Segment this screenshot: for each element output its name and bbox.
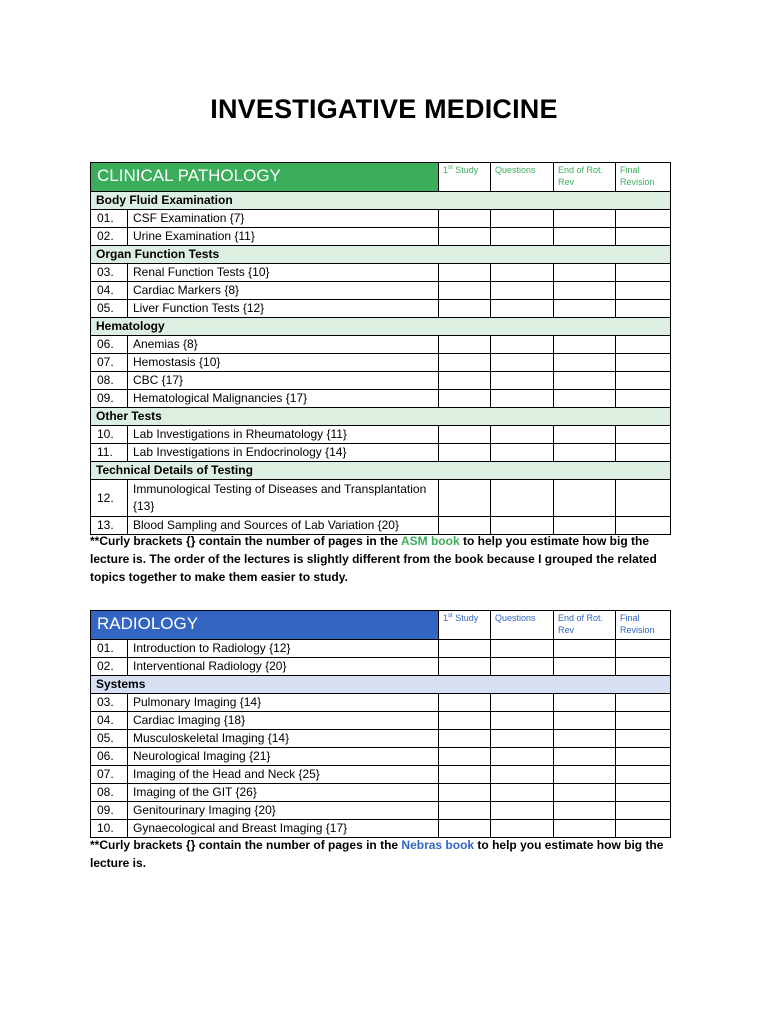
checkbox-questions[interactable] [491, 444, 554, 462]
checkbox-questions[interactable] [491, 372, 554, 390]
page-title: INVESTIGATIVE MEDICINE [210, 94, 558, 124]
checkbox-1st-study[interactable] [439, 444, 491, 462]
lecture-name: Neurological Imaging {21} [128, 748, 439, 766]
checkbox-questions[interactable] [491, 300, 554, 318]
table-row [91, 480, 671, 517]
group-name: Technical Details of Testing [91, 462, 671, 480]
checkbox-end-of-rot-rev[interactable] [554, 282, 616, 300]
table-row [91, 694, 671, 712]
checkbox-1st-study[interactable] [439, 390, 491, 408]
checkbox-end-of-rot-rev[interactable] [554, 426, 616, 444]
radiology-note: **Curly brackets {} contain the number of pages in the Nebras book to help you estimate how big the lecture is. [90, 838, 664, 870]
table-row [91, 712, 671, 730]
lecture-name: Lab Investigations in Rheumatology {11} [128, 426, 439, 444]
lecture-number: 10. [91, 426, 128, 444]
checkbox-final-revision[interactable] [616, 210, 671, 228]
group-header-row [91, 408, 671, 426]
checkbox-end-of-rot-rev[interactable] [554, 820, 616, 838]
group-header-row [91, 318, 671, 336]
table-row [91, 766, 671, 784]
checkbox-1st-study[interactable] [439, 282, 491, 300]
lecture-name: Liver Function Tests {12} [128, 300, 439, 318]
checkbox-questions[interactable] [491, 802, 554, 820]
lecture-name: Lab Investigations in Endocrinology {14} [128, 444, 439, 462]
checkbox-end-of-rot-rev[interactable] [554, 748, 616, 766]
group-name: Other Tests [91, 408, 671, 426]
group-header-row [91, 246, 671, 264]
checkbox-final-revision[interactable] [616, 480, 671, 517]
lecture-number: 03. [91, 264, 128, 282]
lecture-number: 05. [91, 300, 128, 318]
lecture-name: Anemias {8} [128, 336, 439, 354]
section-title: RADIOLOGY [91, 611, 439, 640]
lecture-name: Renal Function Tests {10} [128, 264, 439, 282]
lecture-number: 09. [91, 802, 128, 820]
checkbox-final-revision[interactable] [616, 694, 671, 712]
checkbox-questions[interactable] [491, 336, 554, 354]
lecture-number: 05. [91, 730, 128, 748]
col-header-final-revision: Final Revision [616, 163, 671, 192]
checkbox-questions[interactable] [491, 210, 554, 228]
checkbox-questions[interactable] [491, 730, 554, 748]
col-header-1st-study: 1st Study [439, 611, 491, 640]
checkbox-1st-study[interactable] [439, 730, 491, 748]
checkbox-1st-study[interactable] [439, 228, 491, 246]
lecture-number: 06. [91, 748, 128, 766]
checkbox-final-revision[interactable] [616, 372, 671, 390]
lecture-name: Gynaecological and Breast Imaging {17} [128, 820, 439, 838]
checkbox-questions[interactable] [491, 820, 554, 838]
checkbox-end-of-rot-rev[interactable] [554, 784, 616, 802]
table-row [91, 730, 671, 748]
checkbox-end-of-rot-rev[interactable] [554, 766, 616, 784]
lecture-name: Cardiac Markers {8} [128, 282, 439, 300]
group-header-row [91, 192, 671, 210]
table-row [91, 802, 671, 820]
lecture-number: 02. [91, 658, 128, 676]
table-row [91, 426, 671, 444]
lecture-number: 08. [91, 784, 128, 802]
lecture-name: Urine Examination {11} [128, 228, 439, 246]
checkbox-questions[interactable] [491, 658, 554, 676]
lecture-name: CBC {17} [128, 372, 439, 390]
checkbox-end-of-rot-rev[interactable] [554, 264, 616, 282]
checkbox-questions[interactable] [491, 426, 554, 444]
checkbox-1st-study[interactable] [439, 802, 491, 820]
section-header-row [91, 163, 671, 192]
table-row [91, 228, 671, 246]
lecture-number: 12. [91, 480, 128, 517]
checkbox-questions[interactable] [491, 694, 554, 712]
checkbox-1st-study[interactable] [439, 264, 491, 282]
checkbox-1st-study[interactable] [439, 820, 491, 838]
lecture-name: Genitourinary Imaging {20} [128, 802, 439, 820]
table-row [91, 748, 671, 766]
group-name: Body Fluid Examination [91, 192, 671, 210]
col-header-questions: Questions [491, 163, 554, 192]
lecture-number: 10. [91, 820, 128, 838]
checkbox-end-of-rot-rev[interactable] [554, 444, 616, 462]
table-row [91, 820, 671, 838]
checkbox-final-revision[interactable] [616, 390, 671, 408]
table-row [91, 354, 671, 372]
table-row [91, 658, 671, 676]
checkbox-final-revision[interactable] [616, 640, 671, 658]
checkbox-end-of-rot-rev[interactable] [554, 694, 616, 712]
lecture-number: 11. [91, 444, 128, 462]
lecture-name: Hematological Malignancies {17} [128, 390, 439, 408]
checkbox-1st-study[interactable] [439, 210, 491, 228]
table-row [91, 640, 671, 658]
checkbox-end-of-rot-rev[interactable] [554, 390, 616, 408]
checkbox-1st-study[interactable] [439, 426, 491, 444]
lecture-name: Interventional Radiology {20} [128, 658, 439, 676]
table-row [91, 372, 671, 390]
checkbox-questions[interactable] [491, 282, 554, 300]
checkbox-1st-study[interactable] [439, 480, 491, 517]
lecture-number: 13. [91, 517, 128, 535]
lecture-name: Blood Sampling and Sources of Lab Variation {20} [128, 517, 439, 535]
checkbox-1st-study[interactable] [439, 336, 491, 354]
checkbox-questions[interactable] [491, 766, 554, 784]
group-header-row [91, 676, 671, 694]
checkbox-1st-study[interactable] [439, 712, 491, 730]
checkbox-final-revision[interactable] [616, 712, 671, 730]
lecture-name: CSF Examination {7} [128, 210, 439, 228]
radiology-table [90, 610, 671, 838]
checkbox-end-of-rot-rev[interactable] [554, 730, 616, 748]
lecture-number: 04. [91, 712, 128, 730]
table-row [91, 390, 671, 408]
checkbox-final-revision[interactable] [616, 730, 671, 748]
checkbox-1st-study[interactable] [439, 766, 491, 784]
lecture-name: Immunological Testing of Diseases and Transplantation {13} [128, 480, 439, 517]
book-name: Nebras book [401, 838, 475, 852]
group-name: Systems [91, 676, 671, 694]
lecture-name: Imaging of the Head and Neck {25} [128, 766, 439, 784]
col-header-1st-study: 1st Study [439, 163, 491, 192]
checkbox-end-of-rot-rev[interactable] [554, 802, 616, 820]
checkbox-1st-study[interactable] [439, 354, 491, 372]
group-name: Organ Function Tests [91, 246, 671, 264]
table-row [91, 282, 671, 300]
checkbox-end-of-rot-rev[interactable] [554, 640, 616, 658]
lecture-number: 07. [91, 354, 128, 372]
table-row [91, 264, 671, 282]
checkbox-end-of-rot-rev[interactable] [554, 658, 616, 676]
checkbox-questions[interactable] [491, 228, 554, 246]
lecture-name: Musculoskeletal Imaging {14} [128, 730, 439, 748]
lecture-name: Imaging of the GIT {26} [128, 784, 439, 802]
checkbox-final-revision[interactable] [616, 300, 671, 318]
checkbox-end-of-rot-rev[interactable] [554, 210, 616, 228]
lecture-number: 01. [91, 640, 128, 658]
checkbox-final-revision[interactable] [616, 336, 671, 354]
checkbox-end-of-rot-rev[interactable] [554, 372, 616, 390]
checkbox-questions[interactable] [491, 640, 554, 658]
checkbox-end-of-rot-rev[interactable] [554, 228, 616, 246]
lecture-name: Hemostasis {10} [128, 354, 439, 372]
checkbox-final-revision[interactable] [616, 426, 671, 444]
lecture-number: 07. [91, 766, 128, 784]
book-name: ASM book [400, 534, 460, 548]
col-header-questions: Questions [491, 611, 554, 640]
lecture-number: 08. [91, 372, 128, 390]
checkbox-final-revision[interactable] [616, 658, 671, 676]
table-row [91, 444, 671, 462]
section-title: CLINICAL PATHOLOGY [91, 163, 439, 192]
clinical-pathology-table [90, 162, 671, 535]
checkbox-final-revision[interactable] [616, 354, 671, 372]
lecture-name: Cardiac Imaging {18} [128, 712, 439, 730]
checkbox-end-of-rot-rev[interactable] [554, 354, 616, 372]
checkbox-final-revision[interactable] [616, 444, 671, 462]
checkbox-final-revision[interactable] [616, 802, 671, 820]
checkbox-questions[interactable] [491, 712, 554, 730]
checkbox-1st-study[interactable] [439, 694, 491, 712]
checkbox-end-of-rot-rev[interactable] [554, 480, 616, 517]
checkbox-final-revision[interactable] [616, 748, 671, 766]
checkbox-end-of-rot-rev[interactable] [554, 712, 616, 730]
checkbox-questions[interactable] [491, 480, 554, 517]
lecture-number: 01. [91, 210, 128, 228]
clinical-pathology-note: **Curly brackets {} contain the number of pages in the ASM book to help you estimate how big the lecture is. The order of the lectures is slightly different from the book because I grouped the related topics together to make them easier to study. [90, 534, 657, 584]
checkbox-final-revision[interactable] [616, 766, 671, 784]
checkbox-questions[interactable] [491, 264, 554, 282]
checkbox-final-revision[interactable] [616, 228, 671, 246]
col-header-end-of-rot-rev: End of Rot. Rev [554, 163, 616, 192]
checkbox-final-revision[interactable] [616, 264, 671, 282]
checkbox-final-revision[interactable] [616, 282, 671, 300]
lecture-number: 03. [91, 694, 128, 712]
checkbox-1st-study[interactable] [439, 748, 491, 766]
checkbox-1st-study[interactable] [439, 300, 491, 318]
table-row [91, 336, 671, 354]
checkbox-end-of-rot-rev[interactable] [554, 300, 616, 318]
table-row [91, 210, 671, 228]
checkbox-questions[interactable] [491, 354, 554, 372]
section-header-row [91, 611, 671, 640]
lecture-number: 04. [91, 282, 128, 300]
lecture-number: 09. [91, 390, 128, 408]
col-header-end-of-rot-rev: End of Rot. Rev [554, 611, 616, 640]
checkbox-1st-study[interactable] [439, 658, 491, 676]
checkbox-final-revision[interactable] [616, 820, 671, 838]
checkbox-questions[interactable] [491, 390, 554, 408]
table-row [91, 300, 671, 318]
checkbox-questions[interactable] [491, 748, 554, 766]
group-name: Hematology [91, 318, 671, 336]
table-row [91, 784, 671, 802]
checkbox-final-revision[interactable] [616, 784, 671, 802]
lecture-number: 06. [91, 336, 128, 354]
checkbox-questions[interactable] [491, 784, 554, 802]
col-header-final-revision: Final Revision [616, 611, 671, 640]
checkbox-1st-study[interactable] [439, 372, 491, 390]
lecture-name: Pulmonary Imaging {14} [128, 694, 439, 712]
lecture-number: 02. [91, 228, 128, 246]
lecture-name: Introduction to Radiology {12} [128, 640, 439, 658]
checkbox-1st-study[interactable] [439, 640, 491, 658]
group-header-row [91, 462, 671, 480]
checkbox-1st-study[interactable] [439, 784, 491, 802]
checkbox-end-of-rot-rev[interactable] [554, 336, 616, 354]
